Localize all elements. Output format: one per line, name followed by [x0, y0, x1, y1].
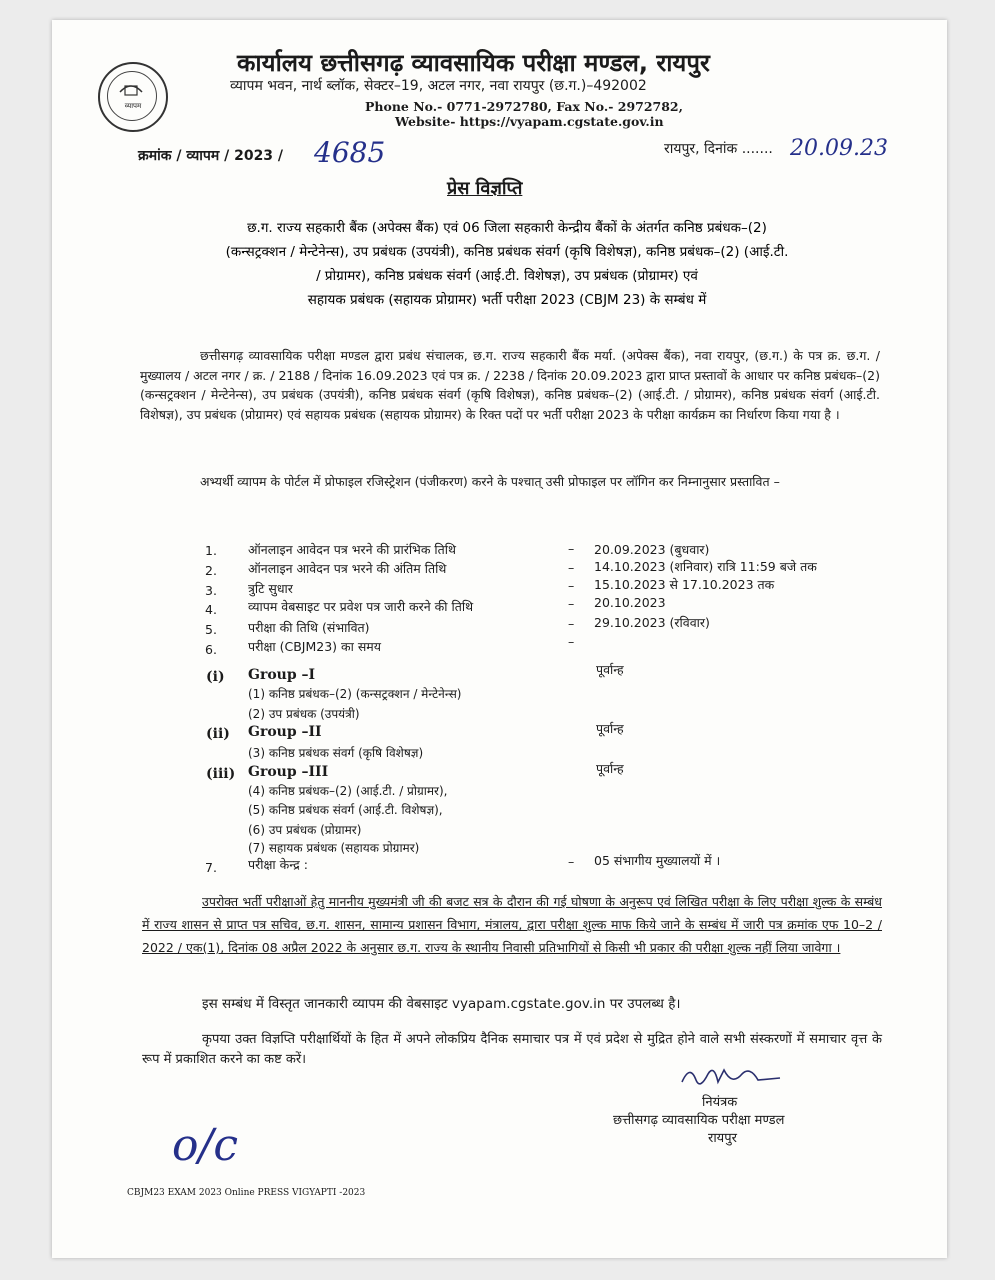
group-item: (1) कनिष्ठ प्रबंधक–(2) (कन्सट्रक्शन / मेन्टेनेन्स): [248, 687, 462, 701]
group-session: पूर्वान्ह: [596, 721, 624, 736]
subject-line: सहायक प्रबंधक (सहायक प्रोग्रामर) भर्ती परीक्षा 2023 (CBJM 23) के सम्बंध में: [307, 292, 707, 308]
subject-line: छ.ग. राज्य सहकारी बैंक (अपेक्स बैंक) एवं 06 जिला सहकारी केन्द्रीय बैंकों के अंतर्गत कनिष्ठ प्रबंधक–(2): [247, 220, 767, 236]
schedule-value: 20.09.2023 (बुधवार): [594, 542, 710, 557]
vyapam-seal: [98, 62, 168, 132]
exam-centre-value: 05 संभागीय मुख्यालयों में ।: [594, 853, 721, 868]
group-item: (2) उप प्रबंधक (उपयंत्री): [248, 707, 360, 721]
schedule-value: 29.10.2023 (रविवार): [594, 615, 710, 630]
group-title: Group –III: [248, 764, 329, 780]
schedule-value: 20.10.2023: [594, 595, 666, 610]
office-address: व्यापम भवन, नार्थ ब्लॉक, सेक्टर–19, अटल नगर, नवा रायपुर (छ.ग.)–492002: [230, 78, 647, 94]
group-item: (4) कनिष्ठ प्रबंधक–(2) (आई.टी. / प्रोग्रामर),: [248, 784, 448, 798]
group-item: (3) कनिष्ठ प्रबंधक संवर्ग (कृषि विशेषज्ञ): [248, 746, 424, 760]
office-title: कार्यालय छत्तीसगढ़ व्यावसायिक परीक्षा मण्डल, रायपुर: [237, 49, 710, 77]
schedule-dash: –: [568, 596, 575, 611]
subject-line: / प्रोग्रामर), कनिष्ठ प्रबंधक संवर्ग (आई.टी. विशेषज्ञ), उप प्रबंधक (प्रोग्रामर) एवं: [316, 268, 698, 284]
document-page: [52, 20, 947, 1258]
seal-label: व्यापम: [124, 102, 142, 110]
signatory-designation: नियंत्रक: [702, 1095, 738, 1110]
group-session: पूर्वान्ह: [596, 761, 624, 776]
schedule-num: 6.: [205, 642, 217, 657]
schedule-num: 2.: [205, 563, 217, 578]
reference-number-handwritten: 4685: [314, 136, 386, 169]
signature-mark: [676, 1060, 786, 1094]
schedule-num: 3.: [205, 583, 217, 598]
publication-request-paragraph: कृपया उक्त विज्ञप्ति परीक्षार्थियों के हित में अपने लोकप्रिय दैनिक समाचार पत्र में एवं प्रदेश से मुद्रित होने वाले सभी संस्करणों में समाचार वृत्त के रूप में प्रकाशित करने का कष्ट करें।: [142, 1032, 882, 1067]
group-roman: (i): [206, 669, 225, 685]
group-title: Group –I: [248, 667, 316, 683]
website: Website- https://vyapam.cgstate.gov.in: [395, 114, 664, 129]
schedule-value: 15.10.2023 से 17.10.2023 तक: [594, 577, 775, 592]
body-paragraph-1: छत्तीसगढ़ व्यावसायिक परीक्षा मण्डल द्वारा प्रबंध संचालक, छ.ग. राज्य सहकारी बैंक मर्या. (अपेक्स बैंक), नवा रायपुर, (छ.ग.) के पत्र क्र. छ.ग. / मुख्यालय / अटल नगर / क्र. / 2188 / दिनांक 16.09.2023 एवं पत्र क्र. / 2238 / दिनांक 20.09.2023 द्वारा प्राप्त प्रस्तावों के आधार पर कनिष्ठ प्रबंधक–(2) (कन्सट्रक्शन / मेन्टेनेन्स), उप प्रबंधक (उपयंत्री), कनिष्ठ प्रबंधक संवर्ग (कृषि विशेषज्ञ), कनिष्ठ प्रबंधक–(2) (आई.टी. / प्रोग्रामर), कनिष्ठ प्रबंधक संवर्ग (आई.टी. विशेषज्ञ), उप प्रबंधक (प्रोग्रामर) एवं सहायक प्रबंधक (सहायक प्रोग्रामर) के रिक्त पदों पर भर्ती परीक्षा 2023 के परीक्षा कार्यक्रम का निर्धारण किया गया है ।: [140, 348, 880, 422]
group-session: पूर्वान्ह: [596, 662, 624, 677]
seal-emblem-icon: [98, 62, 164, 128]
schedule-dash: –: [568, 541, 575, 556]
phone-fax: Phone No.- 0771-2972780, Fax No.- 2972782,: [365, 99, 683, 114]
document-heading: प्रेस विज्ञप्ति: [447, 178, 523, 199]
group-item: (7) सहायक प्रबंधक (सहायक प्रोग्रामर): [248, 841, 420, 855]
schedule-label: व्यापम वेबसाइट पर प्रवेश पत्र जारी करने की तिथि: [248, 599, 474, 614]
signatory-place: रायपुर: [708, 1131, 737, 1146]
group-item: (6) उप प्रबंधक (प्रोग्रामर): [248, 823, 362, 837]
group-roman: (iii): [206, 766, 236, 782]
exam-centre-dash: –: [568, 854, 575, 869]
body-paragraph-2: अभ्यर्थी व्यापम के पोर्टल में प्रोफाइल रजिस्ट्रेशन (पंजीकरण) करने के पश्चात् उसी प्रोफाइल पर लॉगिन कर निम्नानुसार प्रस्तावित –: [200, 474, 780, 489]
group-roman: (ii): [206, 726, 230, 742]
group-item: (5) कनिष्ठ प्रबंधक संवर्ग (आई.टी. विशेषज्ञ),: [248, 803, 443, 817]
schedule-dash: –: [568, 616, 575, 631]
schedule-num: 4.: [205, 602, 217, 617]
schedule-label: ऑनलाइन आवेदन पत्र भरने की प्रारंभिक तिथि: [248, 542, 457, 557]
date-handwritten: 20.09.23: [790, 136, 888, 161]
website-info-paragraph: इस सम्बंध में विस्तृत जानकारी व्यापम की वेबसाइट vyapam.cgstate.gov.in पर उपलब्ध है।: [202, 996, 681, 1012]
exam-centre-num: 7.: [205, 860, 217, 875]
schedule-label: ऑनलाइन आवेदन पत्र भरने की अंतिम तिथि: [248, 561, 447, 576]
place-date-label: रायपुर, दिनांक .......: [664, 141, 773, 157]
schedule-dash: –: [568, 578, 575, 593]
handwritten-initials: o/c: [172, 1120, 238, 1171]
signatory-office: छत्तीसगढ़ व्यावसायिक परीक्षा मण्डल: [613, 1113, 785, 1128]
group-title: Group –II: [248, 724, 322, 740]
subject-line: (कन्सट्रक्शन / मेन्टेनेन्स), उप प्रबंधक (उपयंत्री), कनिष्ठ प्रबंधक संवर्ग (कृषि विशेषज्ञ), कनिष्ठ प्रबंधक–(2) (आई.टी.: [225, 244, 789, 260]
subject-block: [137, 216, 877, 312]
exam-centre-label: परीक्षा केन्द्र :: [248, 857, 308, 872]
reference-label: क्रमांक / व्यापम / 2023 /: [138, 148, 284, 164]
schedule-num: 5.: [205, 622, 217, 637]
schedule-value: 14.10.2023 (शनिवार) रात्रि 11:59 बजे तक: [594, 559, 817, 574]
schedule-label: परीक्षा (CBJM23) का समय: [248, 639, 382, 654]
schedule-label: परीक्षा की तिथि (संभावित): [248, 620, 370, 635]
schedule-dash: –: [568, 634, 575, 649]
schedule-dash: –: [568, 560, 575, 575]
schedule-num: 1.: [205, 543, 217, 558]
footer-reference: CBJM23 EXAM 2023 Online PRESS VIGYAPTI -2023: [127, 1188, 366, 1198]
schedule-label: त्रुटि सुधार: [248, 581, 293, 596]
fee-waiver-paragraph: उपरोक्त भर्ती परीक्षाओं हेतु माननीय मुख्यमंत्री जी की बजट सत्र के दौरान की गई घोषणा के अनुरूप एवं लिखित परीक्षा के लिए परीक्षा शुल्क के सम्बंध में राज्य शासन से प्राप्त पत्र सचिव, छ.ग. शासन, सामान्य प्रशासन विभाग, मंत्रालय, द्वारा परीक्षा शुल्क माफ किये जाने के सम्बंध में जारी पत्र क्रमांक एफ 10–2 / 2022 / एक(1), दिनांक 08 अप्रैल 2022 के अनुसार छ.ग. राज्य के स्थानीय निवासी प्रतिभागियों से किसी भी प्रकार की परीक्षा शुल्क नहीं लिया जावेगा ।: [142, 894, 882, 955]
